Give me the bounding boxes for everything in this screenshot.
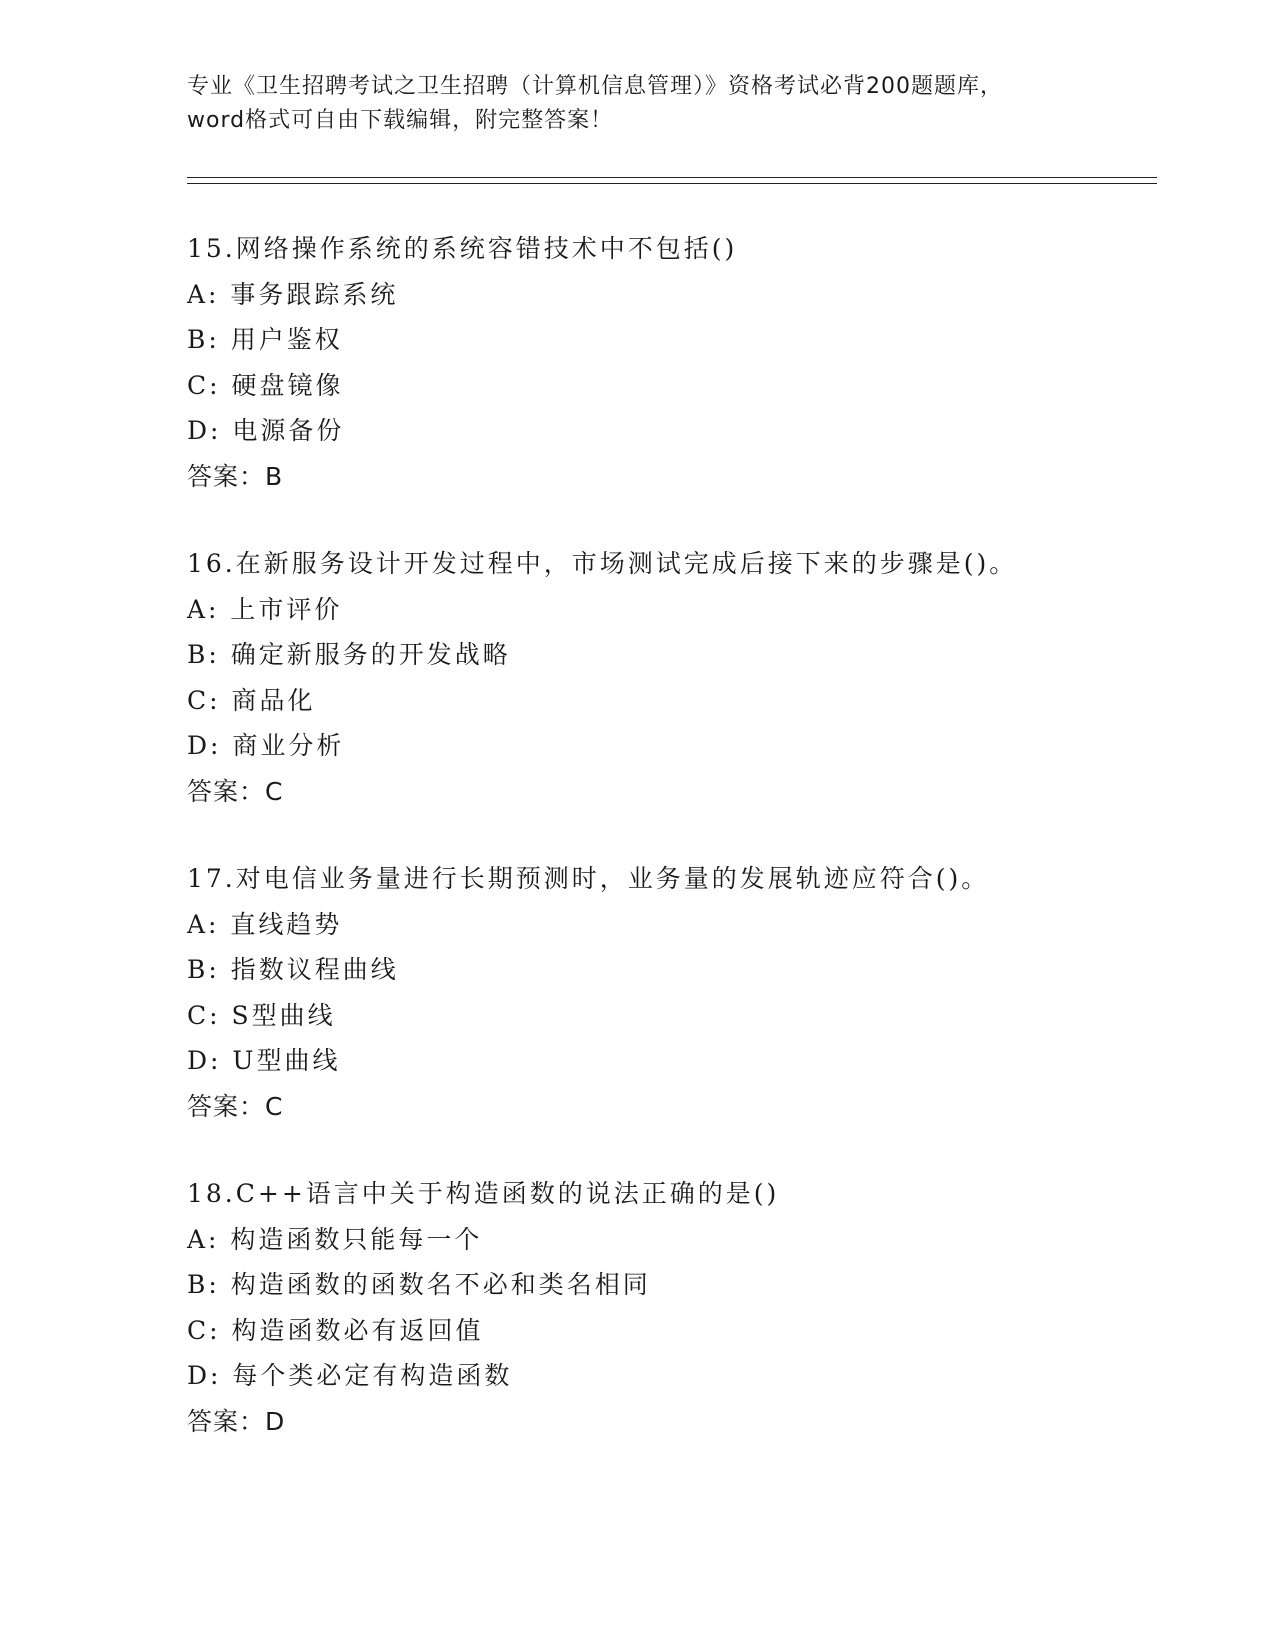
question-17 bbox=[187, 856, 1147, 1129]
question-stem: 16.在新服务设计开发过程中，市场测试完成后接下来的步骤是()。 bbox=[187, 549, 1018, 578]
option-a: A: 构造函数只能每一个 bbox=[187, 1224, 483, 1254]
option-a: A: 事务跟踪系统 bbox=[187, 279, 399, 309]
document-header bbox=[187, 70, 1087, 138]
question-stem: 15.网络操作系统的系统容错技术中不包括() bbox=[187, 234, 738, 263]
header-divider-top bbox=[187, 177, 1157, 178]
answer-line: 答案：B bbox=[187, 461, 284, 491]
option-c: C: S型曲线 bbox=[187, 1000, 336, 1030]
option-a: A: 上市评价 bbox=[187, 594, 343, 624]
header-divider-bottom bbox=[187, 183, 1157, 184]
option-c: C: 商品化 bbox=[187, 685, 316, 715]
question-stem: 17.对电信业务量进行长期预测时，业务量的发展轨迹应符合()。 bbox=[187, 864, 990, 893]
option-a: A: 直线趋势 bbox=[187, 909, 343, 939]
option-d: D: 商业分析 bbox=[187, 731, 345, 760]
answer-line: 答案：C bbox=[187, 1091, 284, 1121]
option-d: D: 电源备份 bbox=[187, 416, 345, 445]
option-c: C: 构造函数必有返回值 bbox=[187, 1315, 484, 1345]
header-title-line-1: 专业《卫生招聘考试之卫生招聘（计算机信息管理）》资格考试必背200题题库， bbox=[187, 74, 1003, 99]
question-16 bbox=[187, 541, 1147, 814]
option-b: B: 指数议程曲线 bbox=[187, 955, 399, 984]
option-d: D: U型曲线 bbox=[187, 1046, 341, 1075]
question-15 bbox=[187, 226, 1147, 499]
option-c: C: 硬盘镜像 bbox=[187, 370, 344, 400]
header-title-line-2: word格式可自由下载编辑，附完整答案！ bbox=[187, 108, 614, 133]
question-stem: 18.C++语言中关于构造函数的说法正确的是() bbox=[187, 1179, 780, 1208]
option-b: B: 构造函数的函数名不必和类名相同 bbox=[187, 1270, 651, 1299]
option-b: B: 确定新服务的开发战略 bbox=[187, 640, 511, 669]
option-b: B: 用户鉴权 bbox=[187, 325, 343, 354]
option-d: D: 每个类必定有构造函数 bbox=[187, 1361, 513, 1390]
answer-line: 答案：C bbox=[187, 776, 284, 806]
answer-line: 答案：D bbox=[187, 1406, 286, 1436]
question-18 bbox=[187, 1171, 1147, 1444]
